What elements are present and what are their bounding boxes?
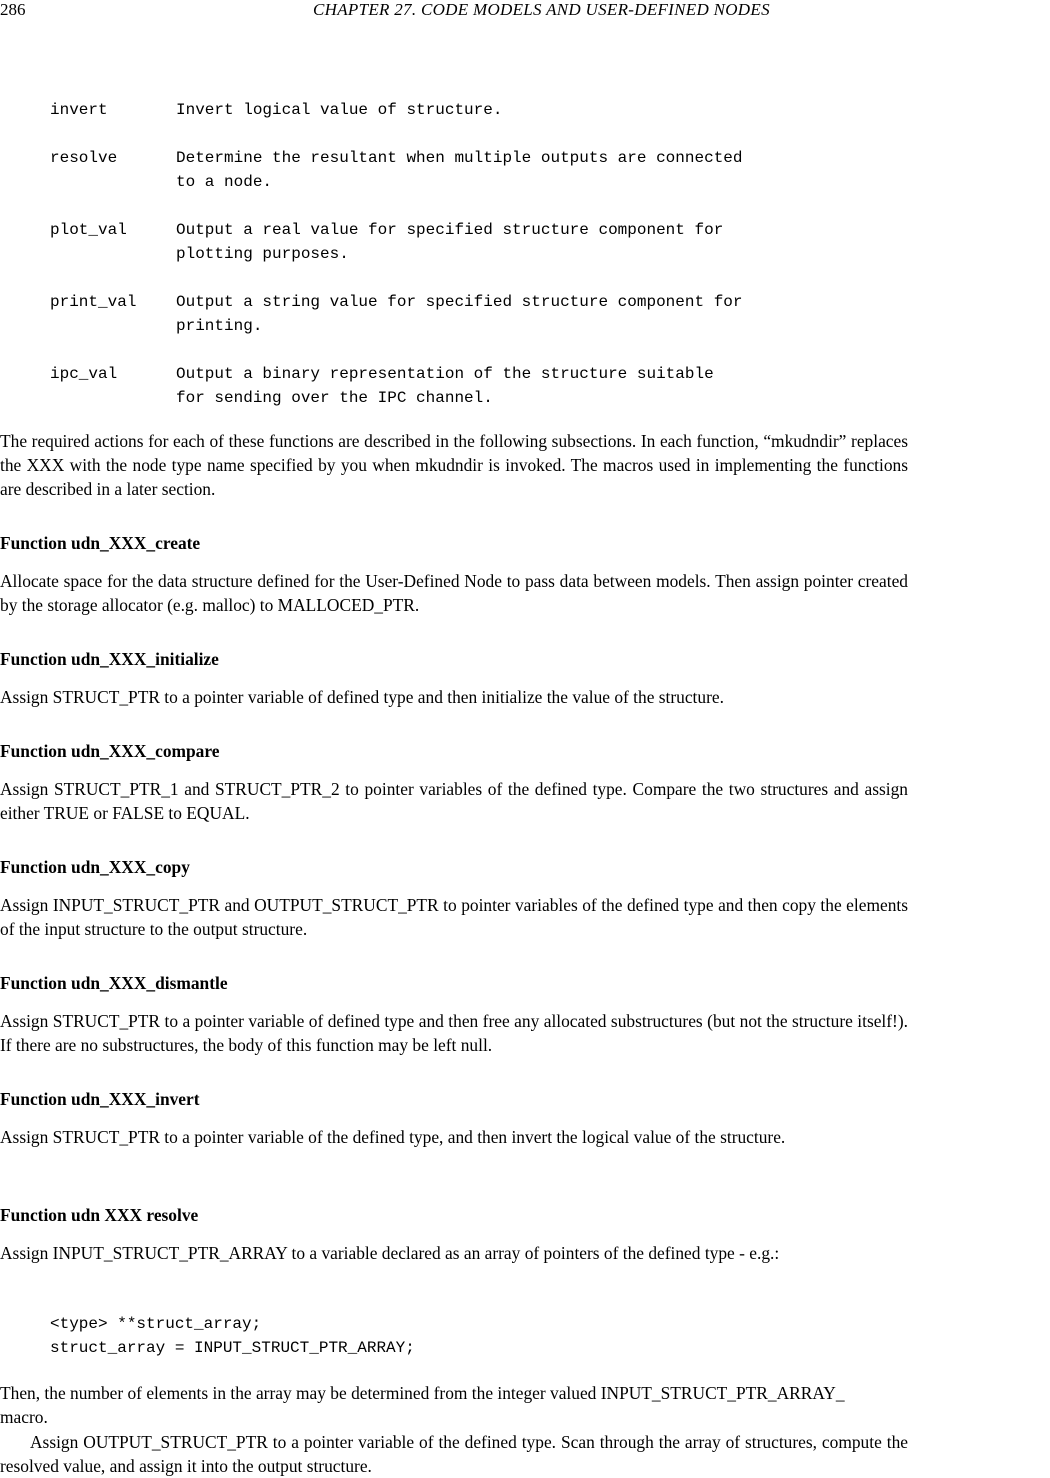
function-name: invert: [50, 101, 108, 119]
function-description: Output a binary representation of the structure suitable for sending over the IPC channel.: [176, 365, 714, 407]
function-description: Output a string value for specified structure component for printing.: [176, 293, 743, 335]
function-name: ipc_val: [50, 365, 118, 383]
after-code-text: Then, the number of elements in the array may be determined from the integer valued INPUT_STRUCT_PTR_ARRAY_: [0, 1383, 845, 1403]
section-body-compare: Assign STRUCT_PTR_1 and STRUCT_PTR_2 to pointer variables of the defined type. Compare the two structures and assign either TRUE or FALSE to EQUAL.: [0, 779, 908, 823]
function-list-item: [50, 218, 910, 266]
after-code-text-continued: macro.: [0, 1407, 48, 1427]
intro-paragraph: The required actions for each of these functions are described in the following subsections. In each function, “mkudndir” replaces the XXX with the node type name specified by you when mkudndir is invoked. The macros used in implementing the functions are described in a later section.: [0, 431, 908, 499]
page-number: 286: [0, 0, 26, 19]
function-list: [50, 98, 910, 434]
function-name: plot_val: [50, 221, 127, 239]
function-name: print_val: [50, 293, 137, 311]
section-heading-dismantle: Function udn_XXX_dismantle: [0, 973, 228, 993]
function-description: Determine the resultant when multiple outputs are connected to a node.: [176, 149, 743, 191]
section-heading-invert: Function udn_XXX_invert: [0, 1089, 200, 1109]
section-body-dismantle: Assign STRUCT_PTR to a pointer variable of defined type and then free any allocated substructures (but not the structure itself!). If there are no substructures, the body of this function may be left null.: [0, 1011, 908, 1055]
section-heading-compare: Function udn_XXX_compare: [0, 741, 220, 761]
function-list-item: [50, 290, 910, 338]
section-heading-resolve: Function udn XXX resolve: [0, 1205, 199, 1225]
section-heading-create: Function udn_XXX_create: [0, 533, 201, 553]
function-list-item: [50, 362, 910, 410]
section-heading-copy: Function udn_XXX_copy: [0, 857, 190, 877]
section-body-copy: Assign INPUT_STRUCT_PTR and OUTPUT_STRUCT_PTR to pointer variables of the defined type and then copy the elements of the input structure to the output structure.: [0, 895, 908, 939]
section-body-create: Allocate space for the data structure defined for the User-Defined Node to pass data between models. Then assign pointer created by the storage allocator (e.g. malloc) to MALLOCED_PTR.: [0, 571, 908, 615]
section-heading-initialize: Function udn_XXX_initialize: [0, 649, 219, 669]
code-block: [50, 1312, 415, 1360]
final-paragraph: Assign OUTPUT_STRUCT_PTR to a pointer variable of the defined type. Scan through the array of structures, compute the resolved value, and assign it into the output structure.: [0, 1432, 908, 1476]
function-description: Output a real value for specified structure component for plotting purposes.: [176, 221, 724, 263]
section-body-invert: Assign STRUCT_PTR to a pointer variable of the defined type, and then invert the logical value of the structure.: [0, 1127, 786, 1147]
running-head: CHAPTER 27. CODE MODELS AND USER-DEFINED NODES: [313, 0, 770, 19]
section-body-resolve: Assign INPUT_STRUCT_PTR_ARRAY to a variable declared as an array of pointers of the defined type - e.g.:: [0, 1243, 780, 1263]
section-body-initialize: Assign STRUCT_PTR to a pointer variable of defined type and then initialize the value of the structure.: [0, 687, 724, 707]
function-list-item: [50, 146, 910, 194]
function-list-item: [50, 98, 910, 122]
code-line: <type> **struct_array;: [50, 1315, 262, 1333]
code-line: struct_array = INPUT_STRUCT_PTR_ARRAY;: [50, 1339, 415, 1357]
function-description: Invert logical value of structure.: [176, 101, 503, 119]
function-name: resolve: [50, 149, 118, 167]
